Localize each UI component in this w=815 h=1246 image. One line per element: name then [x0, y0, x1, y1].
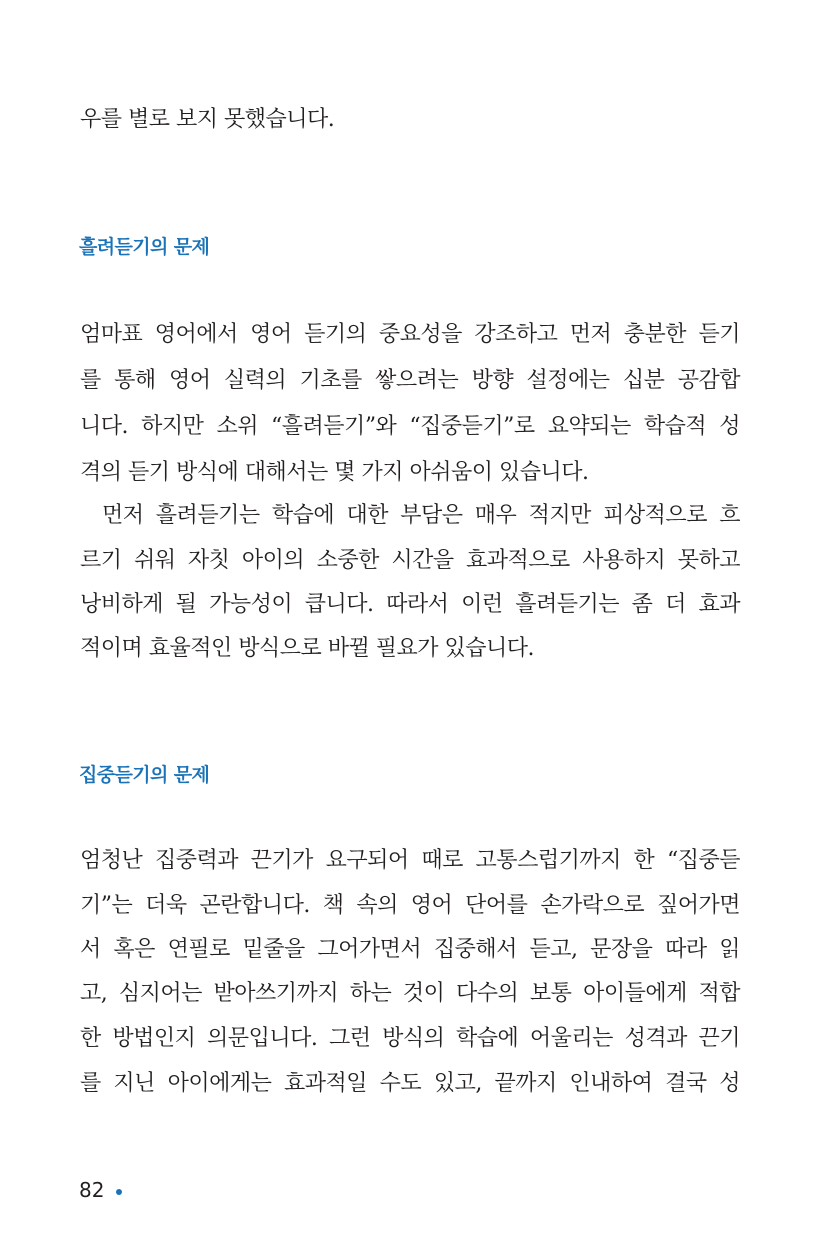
- paragraph-line: 엄마표 영어에서 영어 듣기의 중요성을 강조하고 먼저 충분한 듣기: [80, 322, 740, 347]
- intro-line-1: 우를 별로 보지 못했습니다.: [80, 107, 335, 132]
- paragraph-line: 니다. 하지만 소위 “흘려듣기”와 “집중듣기”로 요약되는 학습적 성: [80, 414, 740, 439]
- paragraph-line: 격의 듣기 방식에 대해서는 몇 가지 아쉬움이 있습니다.: [80, 460, 589, 485]
- bullet-dot-icon: [116, 1189, 122, 1195]
- page-footer: [79, 1178, 122, 1202]
- paragraph-line: 기”는 더욱 곤란합니다. 책 속의 영어 단어를 손가락으로 짚어가면: [80, 893, 740, 918]
- paragraph-line: 를 통해 영어 실력의 기초를 쌓으려는 방향 설정에는 십분 공감합: [80, 368, 740, 393]
- paragraph-line: 고, 심지어는 받아쓰기까지 하는 것이 다수의 보통 아이들에게 적합: [80, 981, 740, 1006]
- paragraph-line: 서 혹은 연필로 밑줄을 그어가면서 집중해서 듣고, 문장을 따라 읽: [80, 937, 740, 962]
- paragraph-line: 한 방법인지 의문입니다. 그런 방식의 학습에 어울리는 성격과 끈기: [80, 1026, 740, 1051]
- paragraph-line: 적이며 효율적인 방식으로 바뀔 필요가 있습니다.: [80, 636, 535, 661]
- page-number: 82: [79, 1178, 105, 1202]
- paragraph-line: 먼저 흘려듣기는 학습에 대한 부담은 매우 적지만 피상적으로 흐: [102, 503, 740, 528]
- paragraph-line: 를 지닌 아이에게는 효과적일 수도 있고, 끝까지 인내하여 결국 성: [80, 1071, 740, 1096]
- paragraph-line: 엄청난 집중력과 끈기가 요구되어 때로 고통스럽기까지 한 “집중듣: [80, 848, 740, 873]
- paragraph-line: 낭비하게 될 가능성이 큽니다. 따라서 이런 흘려듣기는 좀 더 효과: [80, 592, 740, 617]
- section-heading-intensive-listening: 집중듣기의 문제: [79, 764, 210, 786]
- paragraph-line: 르기 쉬워 자칫 아이의 소중한 시간을 효과적으로 사용하지 못하고: [80, 548, 740, 573]
- section-heading-passive-listening: 흘려듣기의 문제: [79, 236, 210, 258]
